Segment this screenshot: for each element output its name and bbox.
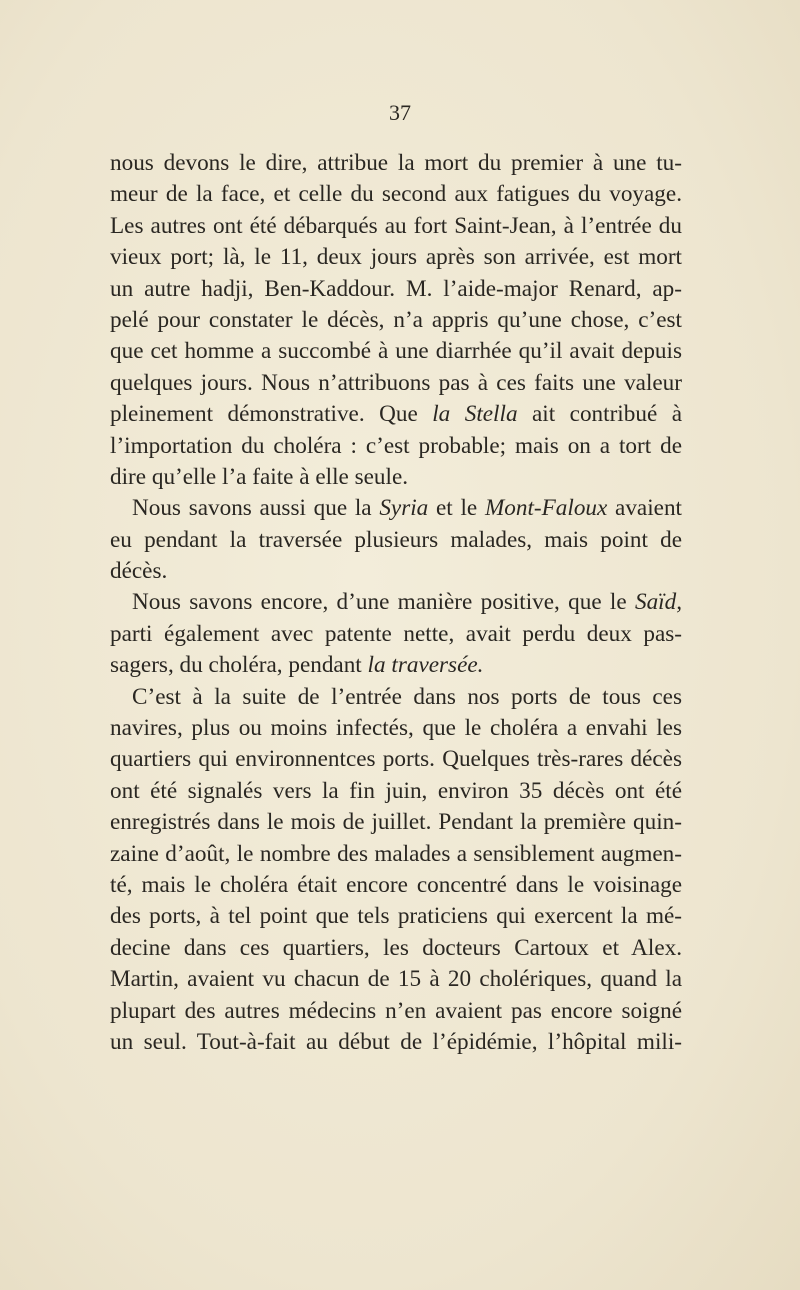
line-text: Les autres ont été débarqués au fort Saint-Jean, à l’entrée du <box>110 212 682 239</box>
line-text: décès. <box>110 558 168 585</box>
text-line <box>110 179 682 210</box>
text-line <box>110 587 682 618</box>
text-line <box>110 274 682 305</box>
page-number: 37 <box>389 100 411 125</box>
italic-text: Syria <box>379 495 429 522</box>
line-text: pelé pour constater le décès, n’a appris qu’une chose, c’est <box>110 306 682 333</box>
line-text: dire qu’elle l’a faite à elle seule. <box>110 463 409 490</box>
text-line <box>110 744 682 775</box>
line-text: enregistrés dans le mois de juillet. Pendant la première quin- <box>110 809 682 836</box>
text-line <box>110 305 682 336</box>
line-text: Nous savons encore, d’une manière positive, que le <box>132 589 635 616</box>
text-line <box>110 556 682 587</box>
line-text: nous devons le dire, attribue la mort du premier à une tu- <box>110 150 682 176</box>
text-line <box>110 964 682 995</box>
line-text: C’est à la suite de l’entrée dans nos ports de tous ces <box>132 683 682 710</box>
line-text: navires, plus ou moins infectés, que le choléra a envahi les <box>110 715 682 742</box>
text-line <box>110 431 682 462</box>
line-text: Martin, avaient vu chacun de 15 à 20 cholériques, quand la <box>110 966 682 993</box>
text-line <box>110 933 682 964</box>
text-line <box>110 650 682 681</box>
line-text: eu pendant la traversée plusieurs malades, mais point de <box>110 526 682 553</box>
text-line <box>110 839 682 870</box>
line-text: pleinement démonstrative. Que <box>110 401 433 428</box>
line-text: ont été signalés vers la fin juin, environ 35 décès ont été <box>110 777 682 804</box>
text-line <box>110 493 682 524</box>
italic-text: Saïd, <box>634 589 682 616</box>
text-line <box>110 776 682 807</box>
line-text: l’importation du choléra : c’est probable; mais on a tort de <box>110 432 682 459</box>
text-line <box>110 399 682 430</box>
text-line <box>110 713 682 744</box>
line-text: un autre hadji, Ben-Kaddour. M. l’aide-major Renard, ap- <box>110 275 682 302</box>
text-line <box>110 525 682 556</box>
line-text: quelques jours. Nous n’attribuons pas à ces faits une valeur <box>110 369 682 396</box>
line-text: et le <box>428 495 485 522</box>
text-line <box>110 336 682 367</box>
line-text: vieux port; là, le 11, deux jours après son arrivée, est mort <box>110 244 682 271</box>
line-text: des ports, à tel point que tels praticiens qui exercent la mé- <box>110 903 682 930</box>
line-text: plupart des autres médecins n’en avaient pas encore soigné <box>110 997 682 1024</box>
line-text: Nous savons aussi que la <box>132 495 380 522</box>
line-text: sagers, du choléra, pendant <box>110 652 368 679</box>
text-line <box>110 901 682 932</box>
italic-text: la Stella <box>432 401 518 428</box>
text-line <box>110 1027 682 1058</box>
text-line <box>110 996 682 1027</box>
text-line <box>110 242 682 273</box>
line-text: decine dans ces quartiers, les docteurs Cartoux et Alex. <box>110 934 682 961</box>
line-text: parti également avec patente nette, avait perdu deux pas- <box>110 620 682 647</box>
line-text: avaient <box>607 495 682 522</box>
line-text: té, mais le choléra était encore concentré dans le voisinage <box>110 871 682 898</box>
line-text: ait contribué à <box>517 401 682 428</box>
line-text: zaine d’août, le nombre des malades a sensiblement augmen- <box>110 840 682 867</box>
line-text: que cet homme a succombé à une diarrhée qu’il avait depuis <box>110 338 682 365</box>
text-line <box>110 619 682 650</box>
italic-text: Mont-Faloux <box>484 495 608 522</box>
line-text: meur de la face, et celle du second aux fatigues du voyage. <box>110 181 682 208</box>
text-line <box>110 870 682 901</box>
body-text <box>110 148 682 1058</box>
text-line <box>110 462 682 493</box>
line-text: un seul. Tout-à-fait au début de l’épidémie, l’hôpital mili- <box>110 1028 682 1055</box>
text-line <box>110 148 682 179</box>
text-line <box>110 682 682 713</box>
italic-text: la traversée. <box>367 652 484 679</box>
text-line <box>110 211 682 242</box>
text-line <box>110 368 682 399</box>
text-line <box>110 807 682 838</box>
line-text: quartiers qui environnentces ports. Quelques très-rares décès <box>110 746 682 773</box>
